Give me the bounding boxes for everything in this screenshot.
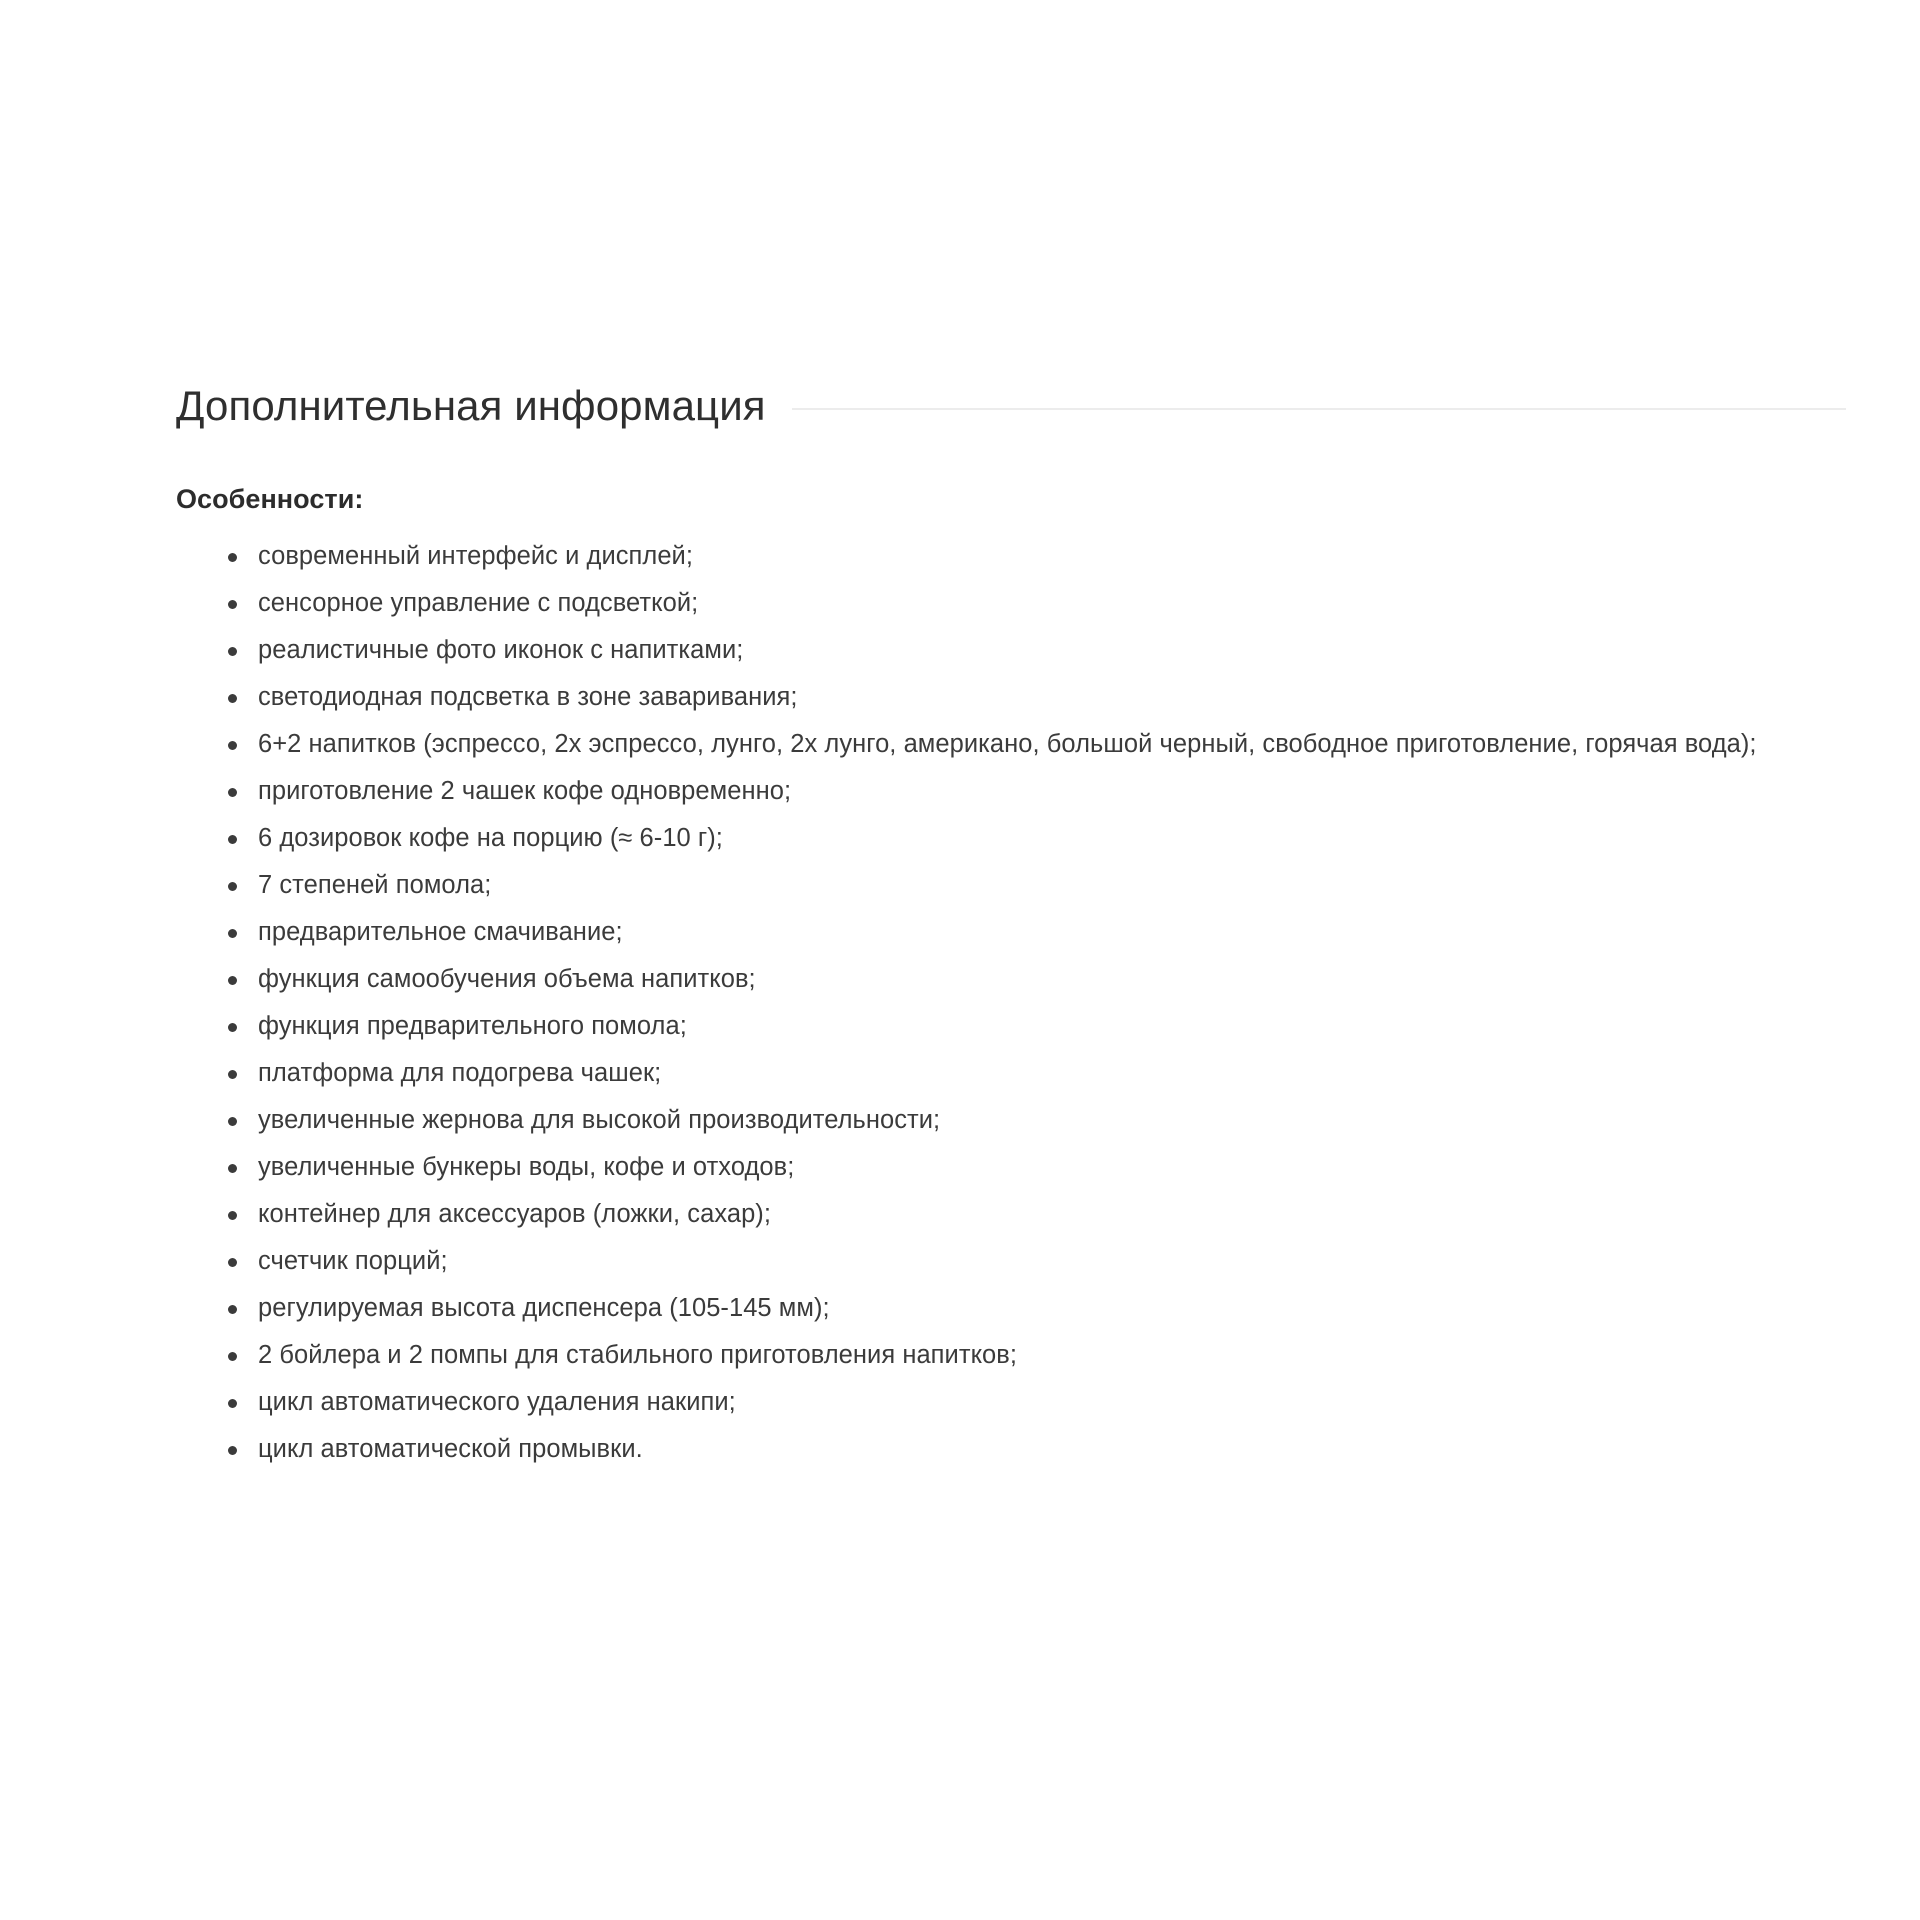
page-title: Дополнительная информация: [176, 382, 766, 429]
list-item-label: 6+2 напитков (эспрессо, 2х эспрессо, лунго, 2х лунго, американо, большой черный, свободное приготовление, горячая вода);: [258, 730, 1757, 759]
list-item-label: регулируемая высота диспенсера (105-145 мм);: [258, 1294, 830, 1323]
list-item: [216, 627, 1816, 674]
bullet-icon: [228, 882, 237, 891]
bullet-icon: [228, 1023, 237, 1032]
bullet-icon: [228, 976, 237, 985]
list-item-label: контейнер для аксессуаров (ложки, сахар);: [258, 1200, 771, 1229]
list-item-label: современный интерфейс и дисплей;: [258, 542, 693, 571]
bullet-icon: [228, 647, 237, 656]
list-item-label: светодиодная подсветка в зоне заваривания;: [258, 683, 798, 712]
list-item: [216, 909, 1816, 956]
list-item-label: увеличенные бункеры воды, кофе и отходов;: [258, 1153, 795, 1182]
list-item: [216, 533, 1816, 580]
header-divider: [792, 408, 1846, 410]
list-item: [216, 862, 1816, 909]
bullet-icon: [228, 835, 237, 844]
bullet-icon: [228, 1117, 237, 1126]
list-item: [216, 768, 1816, 815]
list-item-label: приготовление 2 чашек кофе одновременно;: [258, 777, 792, 806]
bullet-icon: [228, 694, 237, 703]
list-item-label: увеличенные жернова для высокой производительности;: [258, 1106, 941, 1135]
list-item-label: 7 степеней помола;: [258, 871, 492, 900]
bullet-icon: [228, 1399, 237, 1408]
list-item: [216, 1097, 1816, 1144]
bullet-icon: [228, 788, 237, 797]
bullet-icon: [228, 1352, 237, 1361]
list-item-label: реалистичные фото иконок с напитками;: [258, 636, 744, 665]
bullet-icon: [228, 1164, 237, 1173]
bullet-icon: [228, 1446, 237, 1455]
list-item: [216, 1144, 1816, 1191]
list-item: [216, 815, 1816, 862]
list-item: [216, 1191, 1816, 1238]
list-item: [216, 1285, 1816, 1332]
list-item: [216, 721, 1816, 768]
list-item: [216, 1003, 1816, 1050]
list-item-label: функция предварительного помола;: [258, 1012, 687, 1041]
bullet-icon: [228, 1211, 237, 1220]
list-item: [216, 1238, 1816, 1285]
list-item: [216, 674, 1816, 721]
list-item: [216, 580, 1816, 627]
bullet-icon: [228, 553, 237, 562]
bullet-icon: [228, 1258, 237, 1267]
list-item-label: цикл автоматического удаления накипи;: [258, 1388, 736, 1417]
bullet-icon: [228, 1070, 237, 1079]
list-item: [216, 1426, 1816, 1473]
list-item: [216, 1379, 1816, 1426]
features-list: [176, 533, 1816, 1473]
list-item-label: 2 бойлера и 2 помпы для стабильного приготовления напитков;: [258, 1341, 1018, 1370]
list-item-label: цикл автоматической промывки.: [258, 1435, 643, 1464]
list-item: [216, 1050, 1816, 1097]
bullet-icon: [228, 741, 237, 750]
list-item-label: счетчик порций;: [258, 1247, 448, 1276]
list-item: [216, 1332, 1816, 1379]
list-item-label: предварительное смачивание;: [258, 918, 623, 947]
bullet-icon: [228, 1305, 237, 1314]
list-item-label: функция самообучения объема напитков;: [258, 965, 756, 994]
list-item-label: платформа для подогрева чашек;: [258, 1059, 662, 1088]
list-item-label: 6 дозировок кофе на порцию (≈ 6-10 г);: [258, 824, 723, 853]
additional-information-section: [176, 382, 1846, 1473]
features-subheading: Особенности:: [176, 484, 364, 515]
bullet-icon: [228, 929, 237, 938]
list-item-label: сенсорное управление с подсветкой;: [258, 589, 699, 618]
bullet-icon: [228, 600, 237, 609]
section-header: [176, 382, 1846, 429]
list-item: [216, 956, 1816, 1003]
